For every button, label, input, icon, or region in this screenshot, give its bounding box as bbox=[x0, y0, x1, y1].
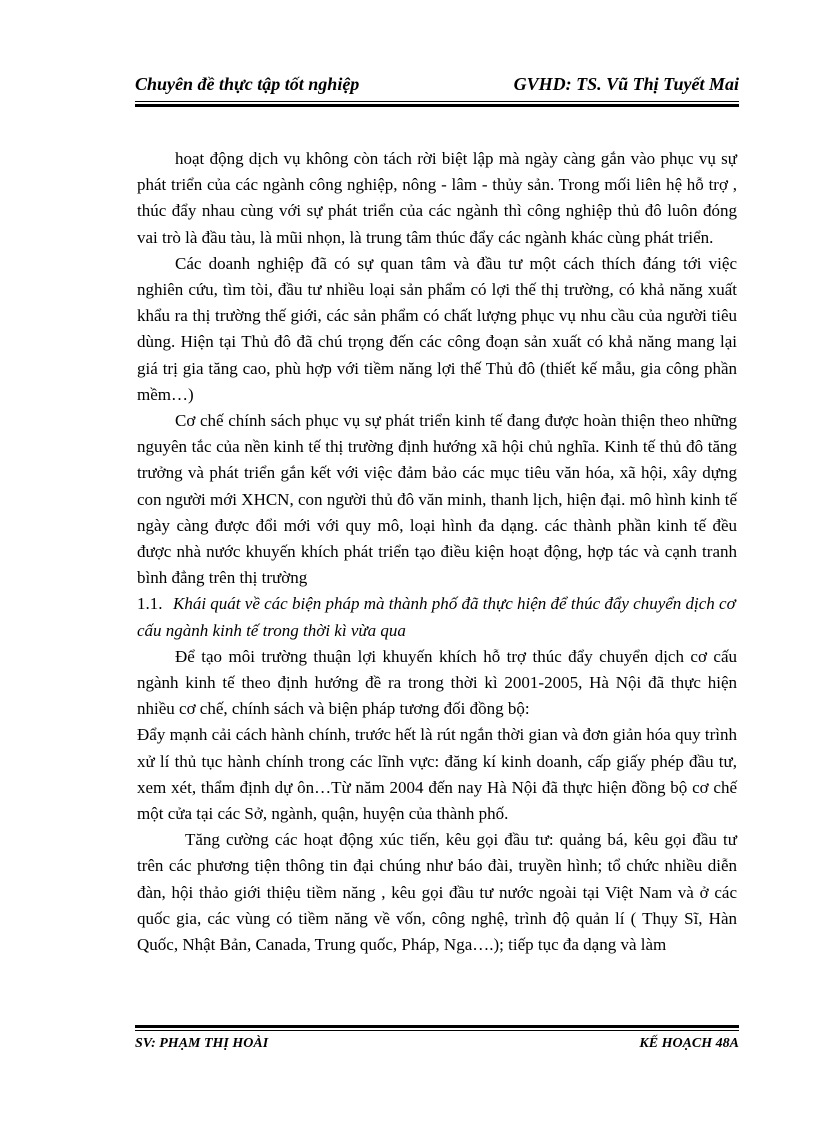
footer-student: SV: PHẠM THỊ HOÀI bbox=[135, 1036, 269, 1051]
section-title: Khái quát về các biện pháp mà thành phố đã thực hiện để thúc đẩy chuyển dịch cơ cấu ngành kinh tế trong thời kì vừa qua bbox=[137, 594, 736, 640]
footer-rule bbox=[135, 1025, 739, 1031]
section-heading bbox=[137, 591, 737, 643]
paragraph-6: Tăng cường các hoạt động xúc tiến, kêu gọi đầu tư: quảng bá, kêu gọi đầu tư trên các phương tiện thông tin đại chúng như báo đài, truyền hình; tổ chức nhiều diễn đàn, hội thảo giới thiệu tiềm năng , kêu gọi đầu tư nước ngoài tại Việt Nam và ở các quốc gia, các vùng có tiềm năng về vốn, công nghệ, trình độ quản lí ( Thụy Sĩ, Hàn Quốc, Nhật Bản, Canada, Trung quốc, Pháp, Nga….); tiếp tục đa dạng và làm bbox=[137, 830, 737, 955]
section-number: 1.1. bbox=[137, 594, 163, 614]
page-body bbox=[137, 146, 737, 958]
header-supervisor: GVHD: TS. Vũ Thị Tuyết Mai bbox=[513, 74, 739, 94]
page-header bbox=[135, 70, 739, 100]
paragraph-4: Để tạo môi trường thuận lợi khuyến khích hỗ trợ thúc đẩy chuyển dịch cơ cấu ngành kinh tế theo định hướng đề ra trong thời kì 2001-2005, Hà Nội đã thực hiện nhiều cơ chế, chính sách và biện pháp tương đối đồng bộ: bbox=[137, 646, 737, 719]
paragraph-5: Đẩy mạnh cải cách hành chính, trước hết là rút ngắn thời gian và đơn giản hóa quy trình xử lí thủ tục hành chính trong các lĩnh vực: đăng kí kinh doanh, cấp giấy phép đầu tư, xem xét, thẩm định dự ôn…Từ năm 2004 đến nay Hà Nội đã thực hiện đồng bộ cơ chế một cửa tại các Sở, ngành, quận, huyện của thành phố. bbox=[137, 725, 737, 824]
footer-class: KẾ HOẠCH 48A bbox=[639, 1036, 739, 1051]
page-footer bbox=[135, 1033, 739, 1057]
paragraph-1: hoạt động dịch vụ không còn tách rời biệt lập mà ngày càng gắn vào phục vụ sự phát triển của các ngành công nghiệp, nông - lâm - thủy sản. Trong mối liên hệ hỗ trợ , thúc đẩy nhau cùng với sự phát triển của các ngành thì công nghiệp thủ đô luôn đóng vai trò là đầu tàu, là mũi nhọn, là trung tâm thúc đẩy các ngành khác cùng phát triển. bbox=[137, 149, 737, 247]
paragraph-2: Các doanh nghiệp đã có sự quan tâm và đầu tư một cách thích đáng tới việc nghiên cứu, tìm tòi, đầu tư nhiều loại sản phẩm có lợi thế thị trường, có khả năng xuất khẩu ra thị trường thế giới, các sản phẩm có chất lượng phục vụ nhu cầu của người tiêu dùng. Hiện tại Thủ đô đã chú trọng đến các công đoạn sản xuất có khả năng mang lại giá trị gia tăng cao, phù hợp với tiềm năng lợi thế Thủ đô (thiết kế mẫu, gia công phần mềm…) bbox=[137, 253, 737, 404]
paragraph-3: Cơ chế chính sách phục vụ sự phát triển kinh tế đang được hoàn thiện theo những nguyên tắc của nền kinh tế thị trường định hướng xã hội chủ nghĩa. Kinh tế thủ đô tăng trưởng và phát triển gắn kết với việc đảm bảo các mục tiêu văn hóa, xã hội, xây dựng con người mới XHCN, con người thủ đô văn minh, thanh lịch, hiện đại. mô hình kinh tế ngày càng được đổi mới với quy mô, loại hình đa dạng. các thành phần kinh tế đều được nhà nước khuyến khích phát triển tạo điều kiện hoạt động, hợp tác và cạnh tranh bình đẳng trên thị trường bbox=[137, 411, 737, 588]
header-rule bbox=[135, 101, 739, 107]
header-title: Chuyên đề thực tập tốt nghiệp bbox=[135, 74, 360, 94]
